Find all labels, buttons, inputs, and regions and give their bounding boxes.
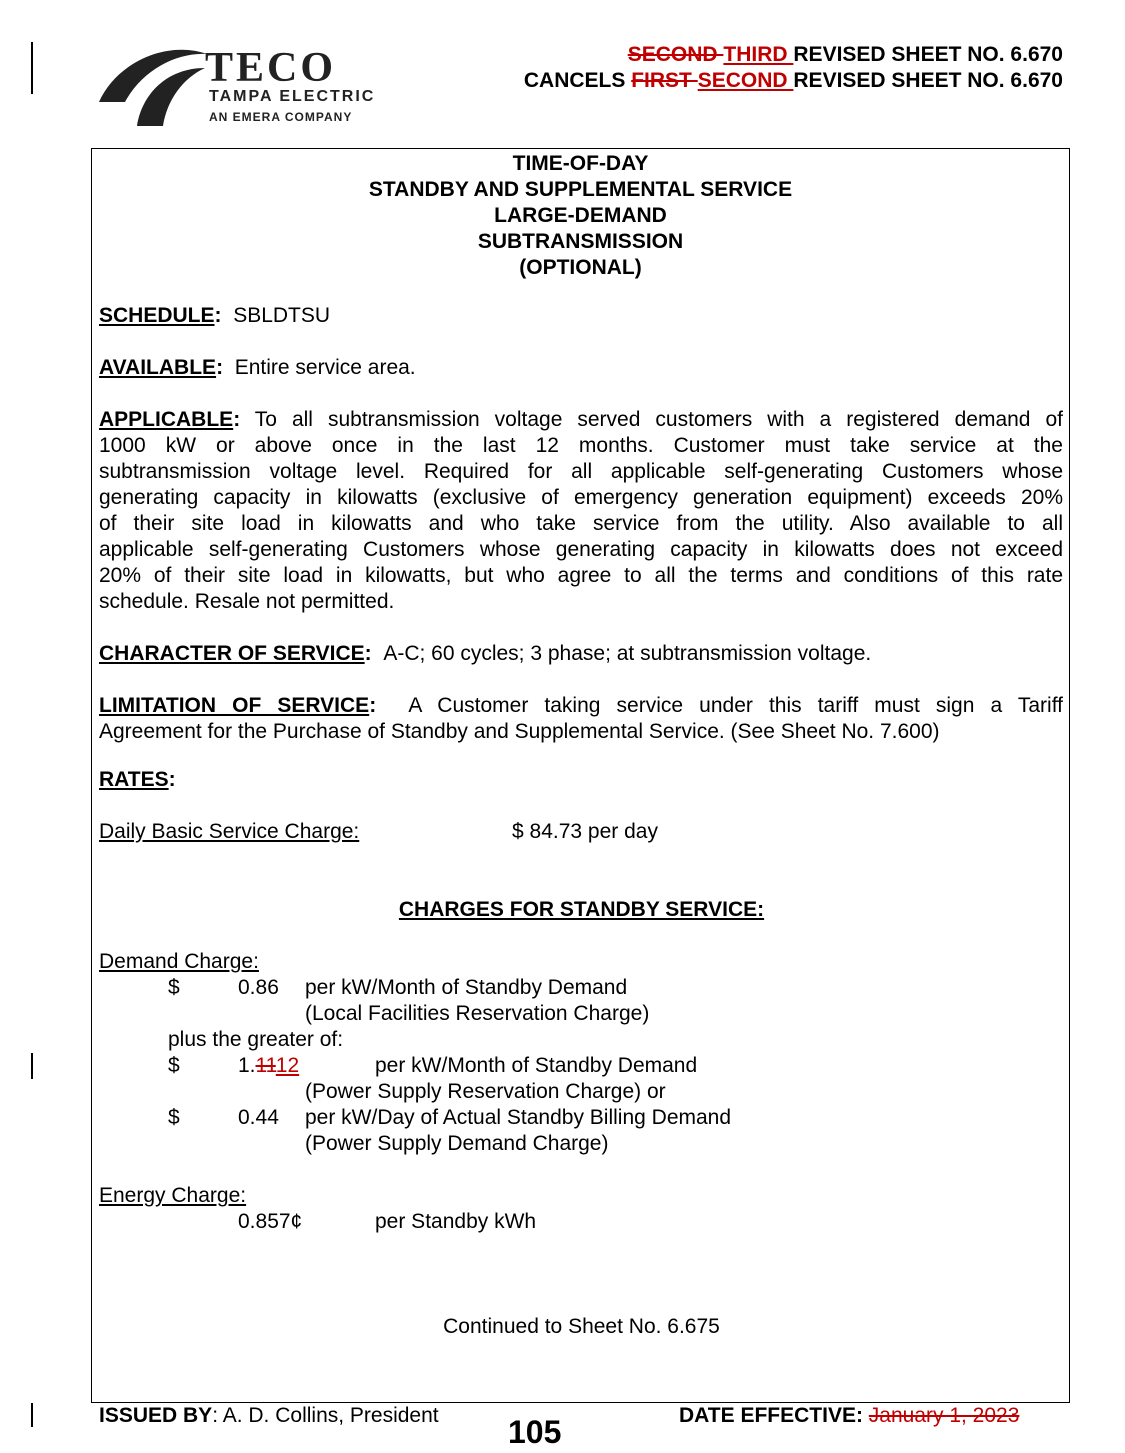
- sheet-header-line1: [628, 42, 1063, 68]
- demand-r3-sub: (Power Supply Demand Charge): [305, 1132, 609, 1155]
- applicable-text-1: To all subtransmission voltage served customers with a registered demand of: [254, 408, 1063, 431]
- date-effective: [679, 1403, 1019, 1429]
- rates-label: RATES: [99, 768, 169, 791]
- character-colon: :: [364, 642, 372, 665]
- header2-inserted-text: SECOND: [697, 69, 794, 92]
- sheet-header-line2: [524, 68, 1063, 94]
- schedule-line: [99, 303, 330, 329]
- logo-sub2: AN EMERA COMPANY: [209, 110, 353, 124]
- limitation-line-2: Agreement for the Purchase of Standby and Supplemental Service. (See Sheet No. 7.600): [99, 720, 940, 743]
- available-colon: :: [216, 356, 224, 379]
- demand-r2-deleted: 11: [255, 1054, 276, 1077]
- demand-r1-currency: $: [168, 976, 180, 999]
- schedule-colon: :: [214, 304, 222, 327]
- issued-by-label: ISSUED BY: [99, 1404, 213, 1427]
- header-deleted-text: SECOND: [627, 43, 724, 66]
- title-line-5: (OPTIONAL): [519, 256, 642, 279]
- energy-amount: 0.857¢: [238, 1210, 303, 1233]
- logo-name: TECO: [205, 45, 337, 91]
- tariff-frame: [91, 148, 1070, 1403]
- applicable-line-6: applicable self-generating Customers whose generating capacity in kilowatts does not exceed: [99, 538, 1063, 561]
- energy-charge-label: Energy Charge:: [99, 1184, 247, 1207]
- character-label: CHARACTER OF SERVICE: [99, 642, 365, 665]
- page-number: 105: [508, 1414, 562, 1450]
- change-bar-header: [31, 42, 33, 94]
- issued-by-value: : A. D. Collins, President: [212, 1404, 439, 1427]
- change-bar-rate: [31, 1053, 33, 1079]
- date-effective-deleted: January 1, 2023: [868, 1404, 1020, 1427]
- change-bar-footer: [31, 1403, 33, 1427]
- title-line-2: STANDBY AND SUPPLEMENTAL SERVICE: [368, 178, 793, 201]
- header-cancels: CANCELS: [523, 69, 632, 92]
- applicable-line-2: 1000 kW or above once in the last 12 months. Customer must take service at the: [99, 434, 1063, 457]
- applicable-line-1: [99, 407, 1063, 433]
- demand-r3-currency: $: [168, 1106, 180, 1129]
- daily-charge-value: $ 84.73 per day: [512, 820, 658, 843]
- applicable-line-8: schedule. Resale not permitted.: [99, 590, 395, 613]
- limitation-label: LIMITATION OF SERVICE: [99, 694, 370, 717]
- available-label: AVAILABLE: [99, 356, 217, 379]
- header-inserted-text: THIRD: [723, 43, 794, 66]
- applicable-label: APPLICABLE: [99, 408, 234, 431]
- demand-r2-inserted: 12: [275, 1054, 300, 1077]
- title-line-3: LARGE-DEMAND: [494, 204, 667, 227]
- demand-r3-amount: 0.44: [238, 1106, 279, 1129]
- demand-r1-sub: (Local Facilities Reservation Charge): [305, 1002, 650, 1025]
- demand-r2-sub: (Power Supply Reservation Charge) or: [305, 1080, 666, 1103]
- title-line-1: TIME-OF-DAY: [512, 152, 649, 175]
- energy-desc: per Standby kWh: [375, 1210, 537, 1233]
- limitation-text-1: A Customer taking service under this tariff must sign a Tariff: [408, 694, 1063, 717]
- character-line: [99, 641, 871, 667]
- applicable-colon: :: [233, 408, 241, 431]
- demand-r1-desc: per kW/Month of Standby Demand: [305, 976, 628, 999]
- teco-swoosh-icon: [97, 42, 209, 128]
- demand-r2-desc: per kW/Month of Standby Demand: [375, 1054, 698, 1077]
- available-line: [99, 355, 416, 381]
- schedule-value: SBLDTSU: [233, 304, 331, 327]
- applicable-line-5: of their site load in kilowatts and who take service from the utility. Also available to all: [99, 512, 1063, 535]
- demand-r3-desc: per kW/Day of Actual Standby Billing Demand: [305, 1106, 732, 1129]
- date-effective-label: DATE EFFECTIVE:: [679, 1404, 869, 1427]
- applicable-paragraph: [99, 407, 1063, 615]
- demand-charge-label: Demand Charge:: [99, 950, 259, 973]
- rates-colon: :: [168, 768, 176, 791]
- limitation-colon: :: [369, 694, 377, 717]
- limitation-line-1: [99, 693, 1063, 719]
- applicable-line-3: subtransmission voltage level. Required for all applicable self-generating Customers whose: [99, 460, 1063, 483]
- header2-rest: REVISED SHEET NO. 6.670: [793, 69, 1063, 92]
- character-value: A-C; 60 cycles; 3 phase; at subtransmission voltage.: [383, 642, 872, 665]
- logo-sub: TAMPA ELECTRIC: [209, 88, 376, 105]
- continued-note: Continued to Sheet No. 6.675: [443, 1315, 720, 1338]
- demand-r2-currency: $: [168, 1054, 180, 1077]
- applicable-line-4: generating capacity in kilowatts (exclusive of emergency generation equipment) exceeds 20%: [99, 486, 1063, 509]
- demand-r1-amount: 0.86: [238, 976, 279, 999]
- title-line-4: SUBTRANSMISSION: [477, 230, 684, 253]
- limitation-paragraph: [99, 693, 1063, 745]
- demand-r2-prefix: 1.: [238, 1054, 256, 1077]
- demand-plus: plus the greater of:: [168, 1028, 344, 1051]
- header2-deleted-text: FIRST: [631, 69, 698, 92]
- demand-r2-amount: [238, 1053, 299, 1079]
- issued-by: [99, 1403, 439, 1429]
- schedule-label: SCHEDULE: [99, 304, 215, 327]
- applicable-line-7: 20% of their site load in kilowatts, but who agree to all the terms and conditions of this rate: [99, 564, 1063, 587]
- teco-logo: [97, 42, 427, 128]
- standby-heading: CHARGES FOR STANDBY SERVICE:: [398, 898, 765, 921]
- available-value: Entire service area.: [234, 356, 416, 379]
- daily-charge-label: Daily Basic Service Charge:: [99, 820, 360, 843]
- rates-heading: [99, 767, 176, 793]
- header-rest: REVISED SHEET NO. 6.670: [793, 43, 1063, 66]
